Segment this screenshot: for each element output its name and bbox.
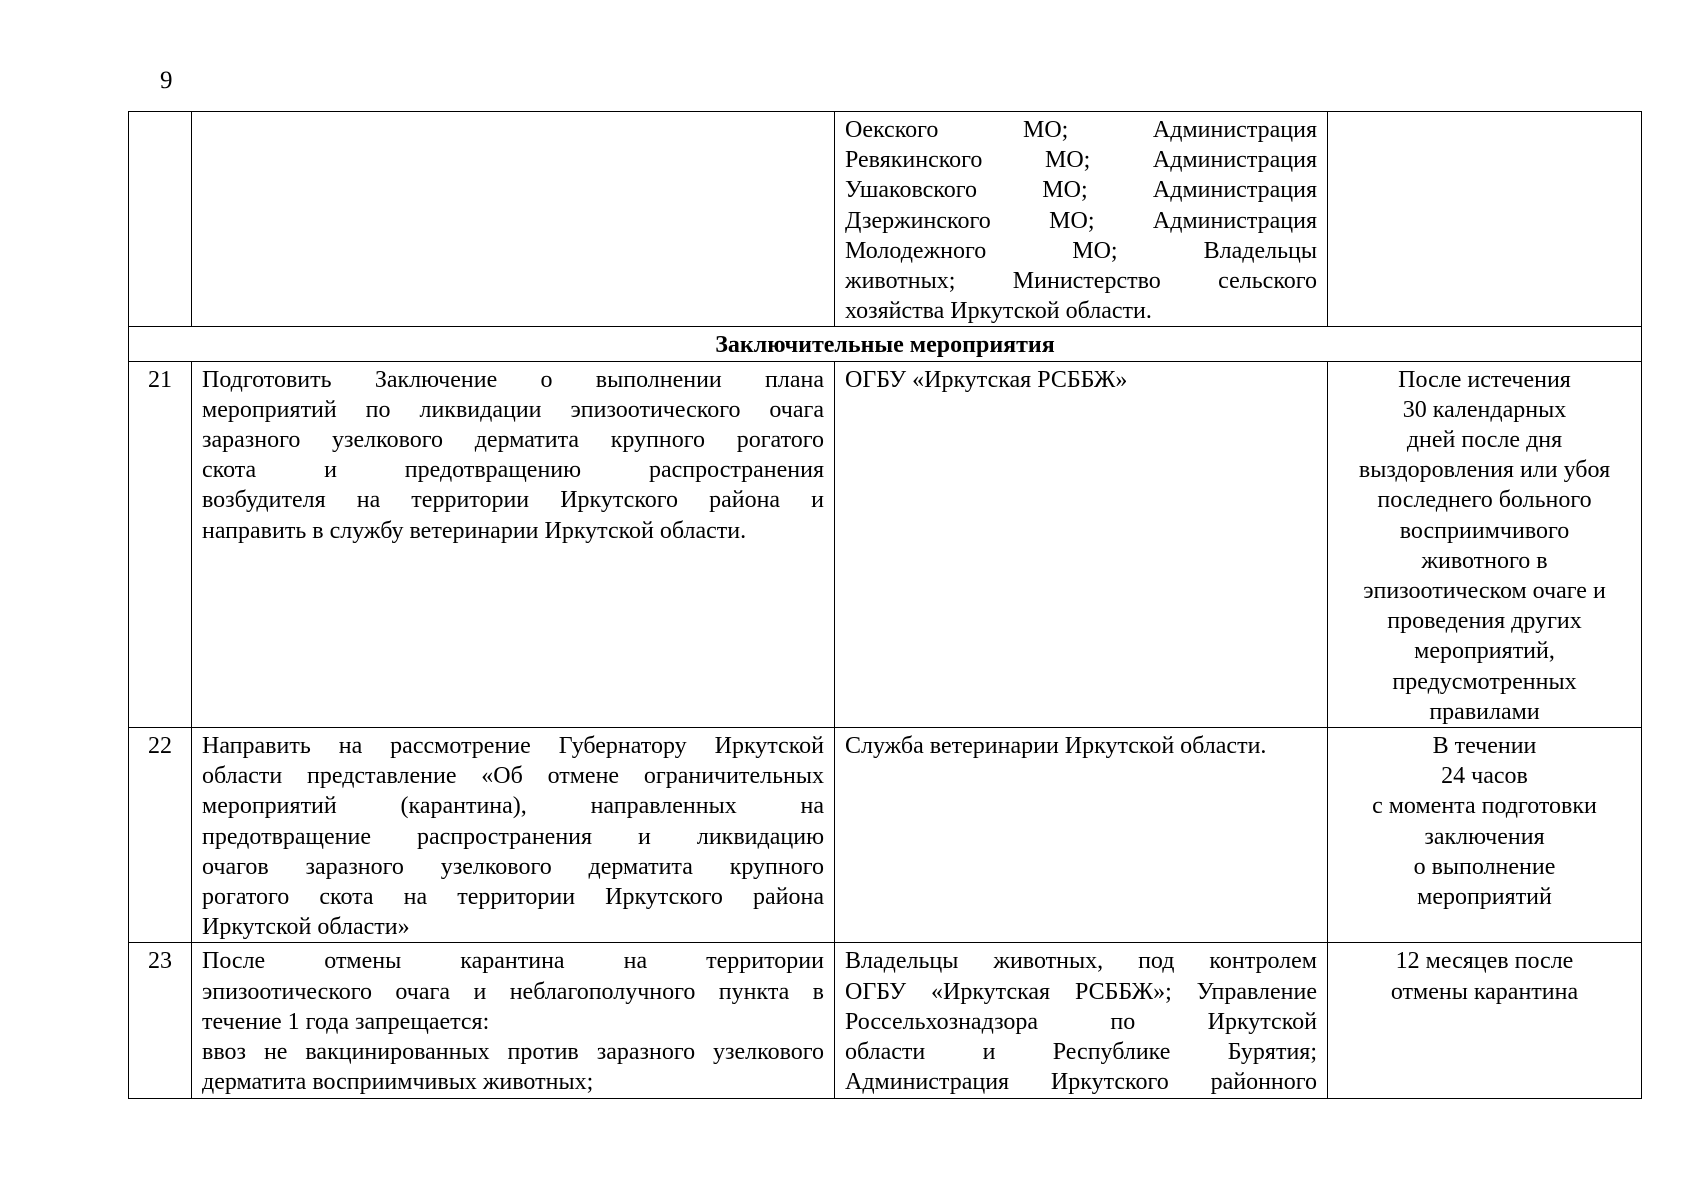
text-line: мероприятий xyxy=(1417,884,1552,911)
table-row xyxy=(129,943,1642,1098)
text-line: эпизоотическом очаге и xyxy=(1363,578,1606,605)
text-line: проведения других xyxy=(1387,608,1582,635)
cell-term xyxy=(1328,943,1642,1098)
text-line: последнего больного xyxy=(1377,487,1592,514)
text-line: направить в службу ветеринарии Иркутской области. xyxy=(202,517,747,544)
cell-action xyxy=(192,943,835,1098)
table-row-continuation xyxy=(129,112,1642,327)
text-line: животного в xyxy=(1421,547,1548,574)
text-line: Иркутской области» xyxy=(202,914,410,941)
section-title: Заключительные мероприятия xyxy=(129,327,1642,361)
text-line: Администрация Иркутского районного xyxy=(845,1069,1317,1096)
row-number: 21 xyxy=(129,361,192,727)
text-line: предусмотренных xyxy=(1392,668,1577,695)
row-number: 23 xyxy=(129,943,192,1098)
text-line: эпизоотического очага и неблагополучного пункта в xyxy=(202,978,824,1005)
cell-term xyxy=(1328,361,1642,727)
text-line: скота и предотвращению распространения xyxy=(202,457,824,484)
text-line: Ушаковского МО; Администрация xyxy=(845,177,1317,204)
text-line: Оекского МО; Администрация xyxy=(845,117,1317,143)
table-row xyxy=(129,361,1642,727)
text-line: предотвращение распространения и ликвидацию xyxy=(202,823,824,850)
text-line: правилами xyxy=(1429,698,1540,725)
text-line: Владельцы животных, под контролем xyxy=(845,948,1317,975)
text-line: В течении xyxy=(1432,733,1537,760)
text-line: о выполнение xyxy=(1413,853,1556,880)
text-line: заключения xyxy=(1424,823,1545,850)
cell-responsible xyxy=(835,728,1328,943)
cell-responsible xyxy=(835,112,1328,327)
cell-action xyxy=(192,361,835,727)
text-line: очагов заразного узелкового дерматита крупного xyxy=(202,853,824,880)
text-line: животных; Министерство сельского xyxy=(845,268,1317,295)
text-line: 24 часов xyxy=(1441,763,1528,790)
text-line: мероприятий, xyxy=(1414,638,1555,665)
cell-responsible xyxy=(835,361,1328,727)
text-line: заразного узелкового дерматита крупного рогатого xyxy=(202,427,824,454)
measures-table xyxy=(128,111,1642,1099)
text-line: рогатого скота на территории Иркутского района xyxy=(202,884,824,911)
text-line: Направить на рассмотрение Губернатору Иркутской xyxy=(202,733,824,760)
text-line: области и Республике Бурятия; xyxy=(845,1039,1317,1066)
table-row xyxy=(129,728,1642,943)
text-line: отмены карантина xyxy=(1390,978,1579,1005)
text-line: Молодежного МО; Владельцы xyxy=(845,237,1317,264)
text-line: Служба ветеринарии Иркутской области. xyxy=(845,733,1267,760)
text-line: с момента подготовки xyxy=(1372,793,1597,820)
row-number: 22 xyxy=(129,728,192,943)
text-line: После отмены карантина на территории xyxy=(202,948,824,975)
text-line: восприимчивого xyxy=(1399,517,1570,544)
text-line: дерматита восприимчивых животных; xyxy=(202,1069,594,1096)
cell-responsible xyxy=(835,943,1328,1098)
text-line: дней после дня xyxy=(1406,427,1563,454)
text-line: Дзержинского МО; Администрация xyxy=(845,207,1317,234)
text-line: Подготовить Заключение о выполнении плана xyxy=(202,366,824,393)
text-line: 30 календарных xyxy=(1402,396,1567,423)
text-line: 12 месяцев после xyxy=(1395,948,1574,975)
text-line: Ревякинского МО; Администрация xyxy=(845,147,1317,174)
text-line: Россельхознадзора по Иркутской xyxy=(845,1008,1317,1035)
text-line: области представление «Об отмене ограничительных xyxy=(202,763,824,790)
text-line: течение 1 года запрещается: xyxy=(202,1008,490,1035)
text-line: ОГБУ «Иркутская РСББЖ» xyxy=(845,366,1128,393)
text-line: После истечения xyxy=(1398,366,1571,393)
text-line: мероприятий по ликвидации эпизоотического очага xyxy=(202,396,824,423)
text-line: ввоз не вакцинированных против заразного узелкового xyxy=(202,1039,824,1066)
text-line: выздоровления или убоя xyxy=(1358,457,1611,484)
cell-action xyxy=(192,112,835,327)
text-line: ОГБУ «Иркутская РСББЖ»; Управление xyxy=(845,978,1317,1005)
cell-term xyxy=(1328,728,1642,943)
cell-num xyxy=(129,112,192,327)
section-row xyxy=(129,327,1642,361)
page-number: 9 xyxy=(160,67,173,94)
text-line: возбудителя на территории Иркутского района и xyxy=(202,487,824,514)
text-line: хозяйства Иркутской области. xyxy=(845,298,1152,325)
cell-term xyxy=(1328,112,1642,327)
cell-action xyxy=(192,728,835,943)
text-line: мероприятий (карантина), направленных на xyxy=(202,793,824,820)
